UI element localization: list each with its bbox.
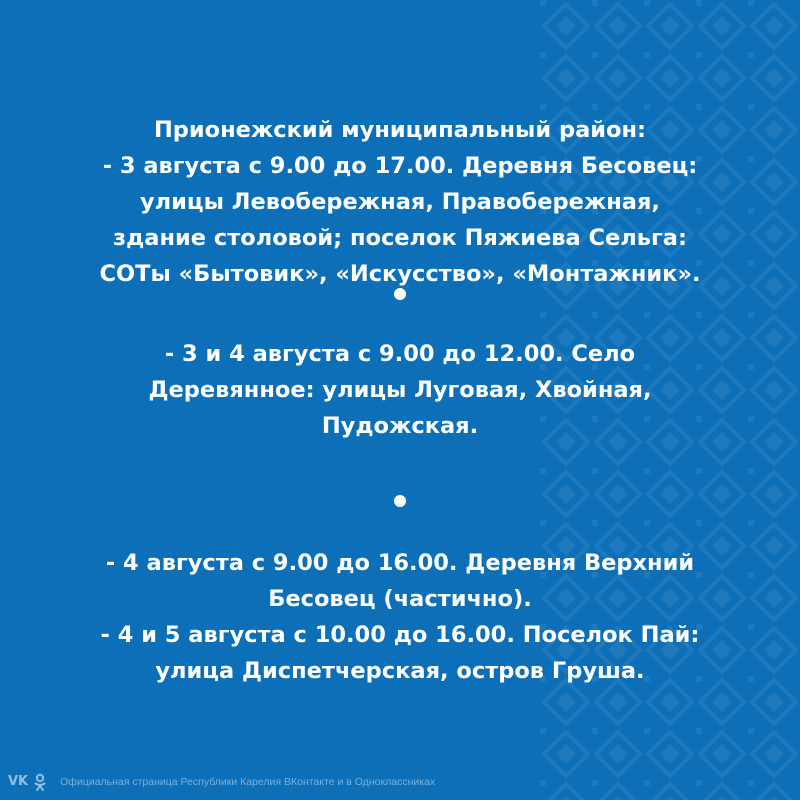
text-line: - 4 и 5 августа с 10.00 до 16.00. Поселок Пай: <box>100 622 700 648</box>
text-line: СОТы «Бытовик», «Искусство», «Монтажник». <box>99 261 701 287</box>
district-schedule-block-2 <box>0 336 800 444</box>
district-schedule-block-1 <box>0 112 800 292</box>
text-line: Бесовец (частично). <box>268 586 532 612</box>
text-line: - 4 августа с 9.00 до 16.00. Деревня Верхний <box>105 550 695 576</box>
footer-caption: Официальная страница Республики Карелия ВКонтакте и в Одноклассниках <box>60 776 436 788</box>
text-line: Пудожская. <box>321 413 479 439</box>
text-line: здание столовой; поселок Пяжиева Сельга: <box>113 225 687 251</box>
bullet-separator <box>394 288 406 300</box>
text-line: - 3 и 4 августа с 9.00 до 12.00. Село <box>164 341 636 367</box>
text-line: - 3 августа с 9.00 до 17.00. Деревня Бесовец: <box>102 153 698 179</box>
district-title: Прионежский муниципальный район: <box>153 117 647 143</box>
bullet-separator <box>394 495 406 507</box>
text-line: Деревянное: улицы Луговая, Хвойная, <box>148 377 652 403</box>
odnoklassniki-icon <box>34 773 46 791</box>
vk-icon: VK <box>8 774 29 789</box>
text-line: улица Диспетчерская, остров Груша. <box>155 658 645 684</box>
district-schedule-block-3 <box>0 545 800 689</box>
footer <box>8 772 435 792</box>
text-line: улицы Левобережная, Правобережная, <box>140 189 660 215</box>
